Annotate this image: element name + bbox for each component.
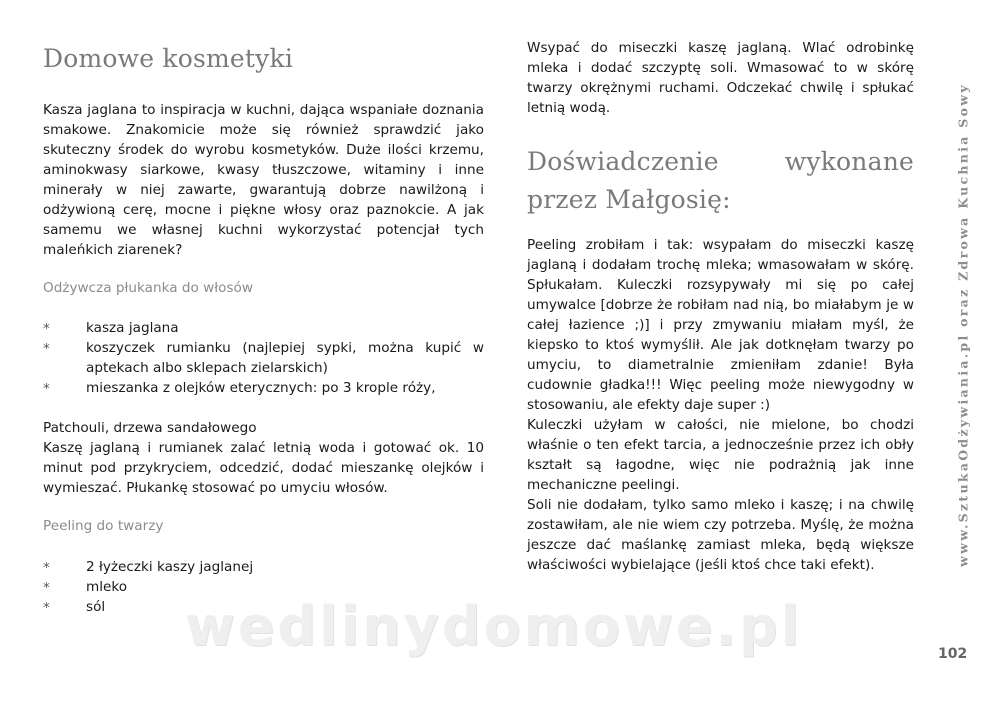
hair-rinse-ingredients-list <box>43 318 484 398</box>
asterisk-icon: * <box>43 560 50 576</box>
page-number: 102 <box>938 646 968 662</box>
list-item: * sól <box>43 599 106 616</box>
asterisk-icon: * <box>43 600 50 616</box>
vertical-website-credit: www.SztukaOdżywiania.pl oraz Zdrowa Kuchnia Sowy <box>955 83 971 567</box>
section-heading-hair-rinse: Odżywcza płukanka do włosów <box>43 280 253 296</box>
list-item: * mieszanka z olejków eterycznych: po 3 krople róży, <box>43 380 436 397</box>
list-item: * koszyczek rumianku (najlepiej sypki, można kupić w aptekach albo sklepach zielarskich) <box>43 340 484 376</box>
peeling-instructions: Wsypać do miseczki kaszę jaglaną. Wlać odrobinkę mleka i dodać szczyptę soli. Wmasować to w skórę twarzy okrężnymi ruchami. Odczekać chwilę i spłukać letnią wodą. <box>527 40 914 116</box>
asterisk-icon: * <box>43 381 50 397</box>
list-item: * kasza jaglana <box>43 320 179 337</box>
asterisk-icon: * <box>43 341 50 357</box>
asterisk-icon: * <box>43 321 50 337</box>
list-item: * mleko <box>43 579 128 596</box>
experience-paragraph: Peeling zrobiłam i tak: wsypałam do miseczki kaszę jaglaną i dodałam trochę mleka; wmasowałam w skórę. Spłukałam. Kuleczki rozsypywały mi się po całej umywalce [dobrze że robiłam nad nią, bo miałabym je w całej łazience ;)] i przy zmywaniu miałam myśl, że kiepsko to ktoś wymyślił. Ale jak dotknęłam twarzy po umyciu, to diametralnie zmieniłam zdanie! Była cudownie gładka!!! Więc peeling może niewygodny w stosowaniu, ale efekty daje super :) Kuleczki użyłam w całości, nie mielone, bo chodzi właśnie o ten efekt tarcia, a jednocześnie przez ich obły kształt są łagodne, więc nie podrażnią jak inne mechaniczne peelingi. Soli nie dodałam, tylko samo mleko i kaszę; i na chwilę zostawiłam, ale nie wiem czy potrzeba. Myślę, że można jeszcze dać maślankę zamiast mleka, będą większe właściwości wybielające (jeśli ktoś chce taki efekt). <box>527 237 914 573</box>
experience-heading: Doświadczenie wykonane przez Małgosię: <box>527 147 914 214</box>
page-title: Domowe kosmetyki <box>43 44 294 73</box>
section-heading-face-peeling: Peeling do twarzy <box>43 518 164 534</box>
asterisk-icon: * <box>43 580 50 596</box>
watermark: wedlinydomowe.pl <box>185 595 803 658</box>
list-item: * 2 łyżeczki kaszy jaglanej <box>43 559 254 576</box>
intro-paragraph: Kasza jaglana to inspiracja w kuchni, dająca wspaniałe doznania smakowe. Znakomicie może się również sprawdzić jako skuteczny środek do wyrobu kosmetyków. Duże ilości krzemu, aminokwasy siarkowe, kwasy tłuszczowe, witaminy i inne minerały w niej zawarte, gwarantują dobrze nawilżoną i odżywioną cerę, mocne i piękne włosy oraz paznokcie. A jak samemu we własnej kuchni wykorzystać potencjał tych maleńkich ziarenek? <box>43 102 484 258</box>
hair-rinse-instructions: Patchouli, drzewa sandałowego Kaszę jaglaną i rumianek zalać letnią woda i gotować ok. 10 minut pod przykryciem, odcedzić, dodać mieszankę olejków i wymieszać. Płukankę stosować po umyciu włosów. <box>43 420 484 496</box>
